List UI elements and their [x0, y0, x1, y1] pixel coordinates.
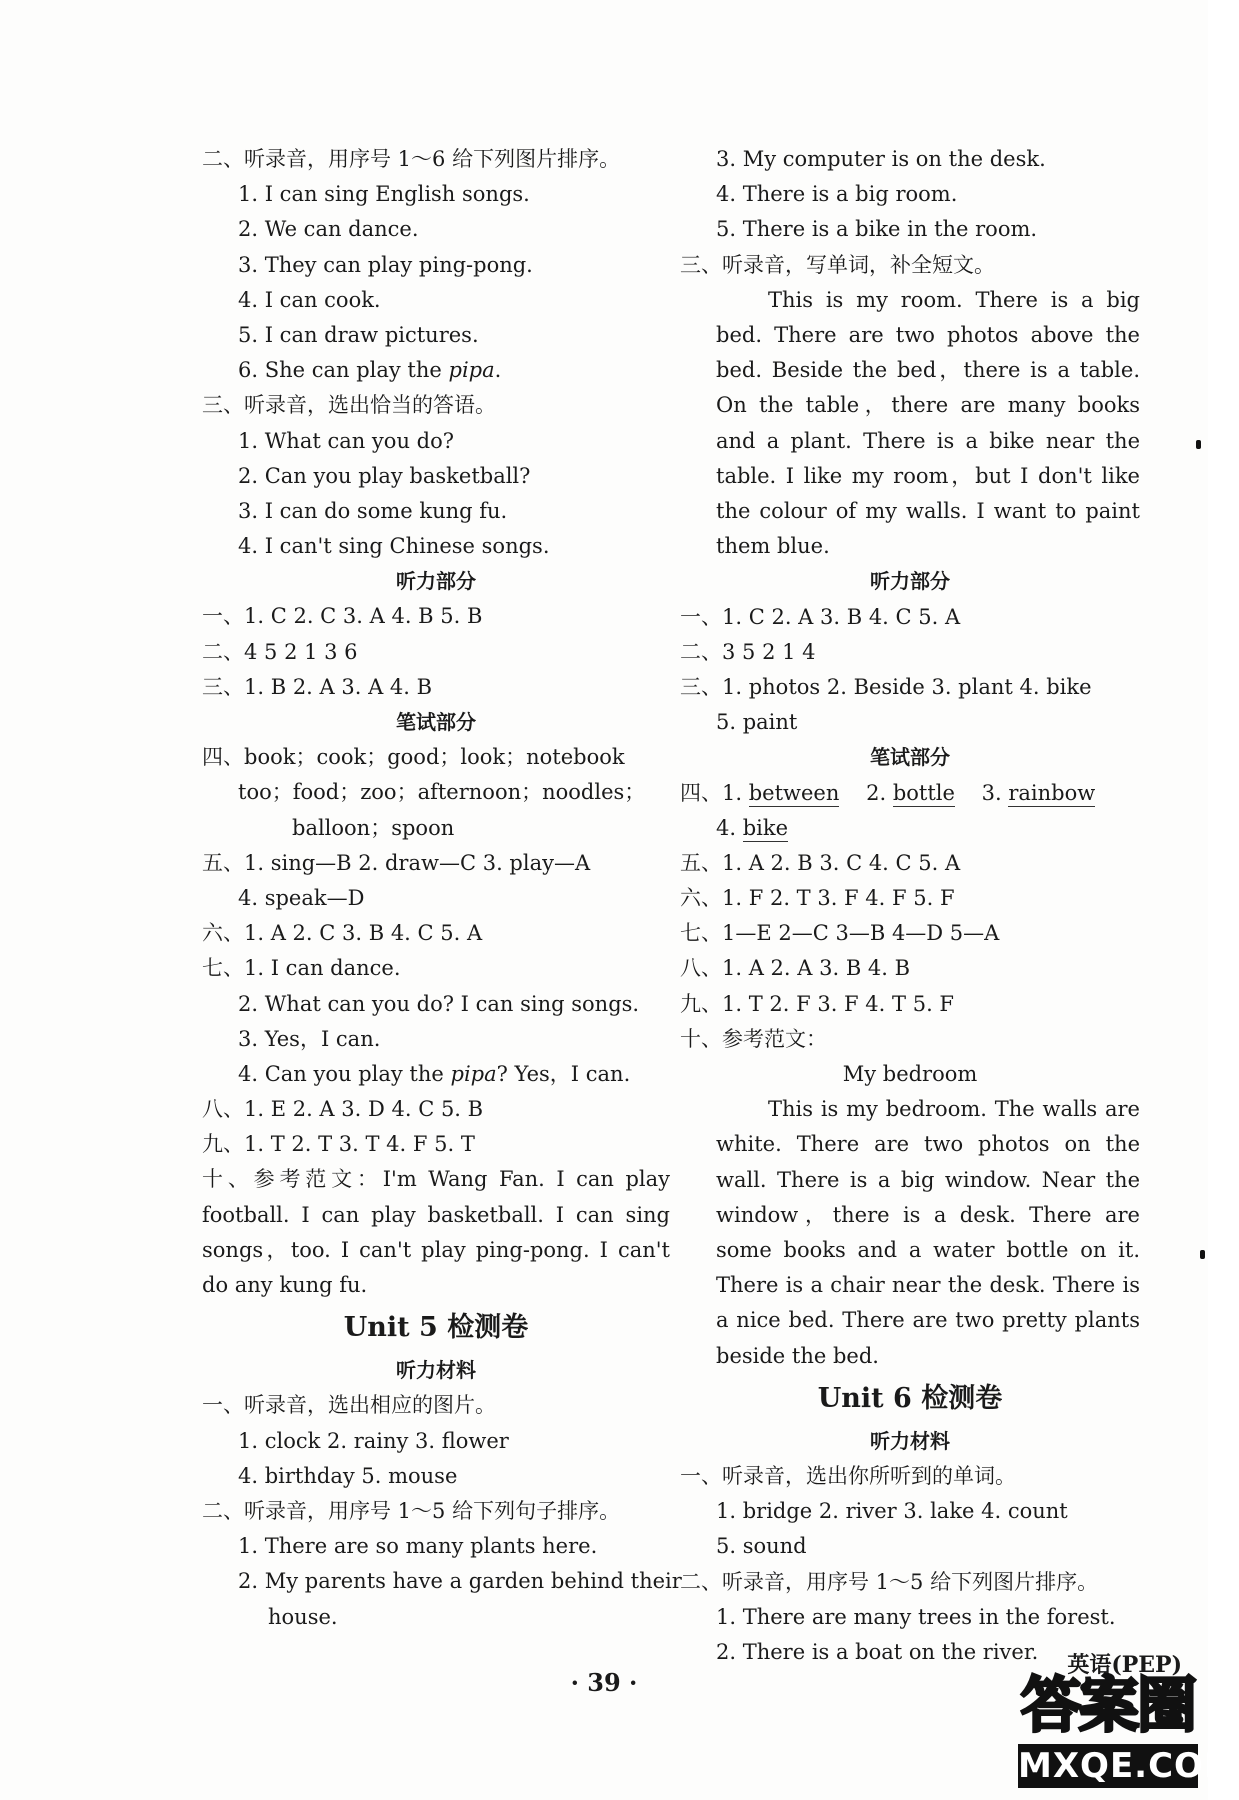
left-column [202, 142, 682, 1635]
answer-line: balloon；spoon [292, 815, 455, 840]
answer-line: 八、1. A 2. A 3. B 4. B [680, 956, 911, 981]
listening-item: 2. Can you play basketball? [238, 463, 531, 488]
section-heading: 一、听录音，选出相应的图片。 [202, 1393, 496, 1418]
answer-line: 3. Yes，I can. [238, 1026, 381, 1051]
answer-line: 4. Can you play the pipa? Yes，I can. [238, 1061, 631, 1086]
answer-line: 二、4 5 2 1 3 6 [202, 639, 358, 664]
answer-line: 一、1. C 2. A 3. B 4. C 5. A [680, 604, 961, 629]
listening-item: 4. I can't sing Chinese songs. [238, 534, 550, 559]
section-heading: 一、听录音，选出你所听到的单词。 [680, 1464, 1016, 1488]
answer-line: 2. What can you do? I can sing songs. [238, 991, 640, 1016]
answer-line: 三、1. B 2. A 3. A 4. B [202, 674, 433, 699]
watermark-top-text: 答案圈 [1021, 1671, 1195, 1741]
part-heading: 听力材料 [870, 1428, 950, 1453]
section-heading: 二、听录音，用序号 1～6 给下列图片排序。 [202, 147, 621, 171]
listening-item: 5. There is a bike in the room. [716, 217, 1038, 242]
listening-item: 4. I can cook. [238, 287, 381, 312]
unit-title: Unit 5 检测卷 [343, 1312, 529, 1344]
answer-line: 六、1. F 2. T 3. F 4. F 5. F [680, 886, 955, 911]
answer-line: 五、1. sing—B 2. draw—C 3. play—A [202, 850, 591, 875]
answer-line: 五、1. A 2. B 3. C 4. C 5. A [680, 850, 961, 875]
listening-item: 2. There is a boat on the river. [716, 1639, 1039, 1664]
essay-title: My bedroom [842, 1062, 978, 1086]
answer-line: 七、1. I can dance. [202, 956, 401, 981]
watermark-url: MXQE.COM [1018, 1746, 1239, 1786]
listening-item: 4. birthday 5. mouse [238, 1463, 458, 1488]
answer-line: 5. paint [716, 710, 798, 735]
watermark-logo [1018, 1670, 1239, 1790]
listening-item: 3. They can play ping-pong. [238, 252, 533, 277]
listening-item: 1. clock 2. rainy 3. flower [238, 1428, 509, 1453]
listening-item: 3. I can do some kung fu. [238, 498, 508, 523]
listening-item: 5. I can draw pictures. [238, 322, 479, 347]
section-heading: 二、听录音，用序号 1～5 给下列句子排序。 [202, 1499, 621, 1523]
listening-passage: This is my room. There is a big bed. There are two photos above the bed. Beside the bed，there is a table. On the table，there are many books and a plant. There is a bike near the table. I like my room，but I don't like the colour of my walls. I want to paint them blue. [716, 287, 1140, 559]
answer-line: 四、book；cook；good；look；notebook [202, 745, 625, 770]
answer-line: 一、1. C 2. C 3. A 4. B 5. B [202, 604, 483, 629]
listening-item: 5. sound [716, 1534, 807, 1559]
subject-label: 英语(PEP) [1067, 1652, 1182, 1678]
sample-essay: 十、参考范文：I'm Wang Fan. I can play football. I can play basketball. I can sing songs，too. I can't play ping-pong. I can't do any kung fu. [202, 1167, 670, 1298]
listening-item: 1. bridge 2. river 3. lake 4. count [716, 1499, 1068, 1524]
part-heading: 听力部分 [396, 569, 476, 594]
answer-line: 4. bike [716, 815, 789, 840]
listening-item: 1. What can you do? [238, 428, 454, 453]
answer-line: 二、3 5 2 1 4 [680, 639, 816, 664]
part-heading: 笔试部分 [396, 710, 476, 734]
right-column [680, 142, 1140, 1670]
listening-item: 6. She can play the pipa. [238, 358, 502, 383]
answer-line: 八、1. E 2. A 3. D 4. C 5. B [202, 1097, 484, 1122]
section-heading: 二、听录音，用序号 1～5 给下列图片排序。 [680, 1569, 1099, 1594]
listening-item: 3. My computer is on the desk. [716, 147, 1046, 171]
answer-line: too；food；zoo；afternoon；noodles； [238, 780, 646, 805]
part-heading: 听力材料 [396, 1358, 476, 1383]
section-heading: 三、听录音，选出恰当的答语。 [202, 393, 496, 418]
section-heading: 三、听录音，写单词，补全短文。 [680, 252, 995, 277]
margin-mark [1196, 440, 1201, 449]
answer-line: 六、1. A 2. C 3. B 4. C 5. A [202, 921, 483, 946]
margin-mark [1200, 1250, 1205, 1259]
listening-item: house. [268, 1604, 338, 1629]
answer-line: 七、1—E 2—C 3—B 4—D 5—A [680, 921, 1000, 946]
listening-item: 1. There are so many plants here. [238, 1534, 598, 1559]
unit-title: Unit 6 检测卷 [817, 1382, 1003, 1414]
page-number: · 39 · [570, 1668, 638, 1697]
listening-item: 2. We can dance. [238, 217, 419, 242]
answer-line: 四、1. between 2. bottle 3. rainbow [680, 780, 1096, 805]
answer-line: 九、1. T 2. F 3. F 4. T 5. F [680, 991, 954, 1016]
answer-line: 4. speak—D [238, 885, 365, 910]
listening-item: 1. I can sing English songs. [238, 182, 530, 207]
answer-line: 十、参考范文： [680, 1026, 827, 1051]
listening-item: 4. There is a big room. [716, 182, 958, 207]
sample-essay: This is my bedroom. The walls are white. There are two photos on the wall. There is a big window. Near the window，there is a desk. There are some books and a water bottle on it. There is a chair near the desk. There is a nice bed. There are two pretty plants beside the bed. [716, 1097, 1140, 1368]
part-heading: 笔试部分 [870, 745, 950, 770]
answer-line: 九、1. T 2. T 3. T 4. F 5. T [202, 1132, 475, 1157]
part-heading: 听力部分 [870, 569, 950, 594]
answer-line: 三、1. photos 2. Beside 3. plant 4. bike [680, 674, 1092, 699]
listening-item: 1. There are many trees in the forest. [716, 1604, 1116, 1629]
listening-item: 2. My parents have a garden behind their [238, 1569, 682, 1594]
